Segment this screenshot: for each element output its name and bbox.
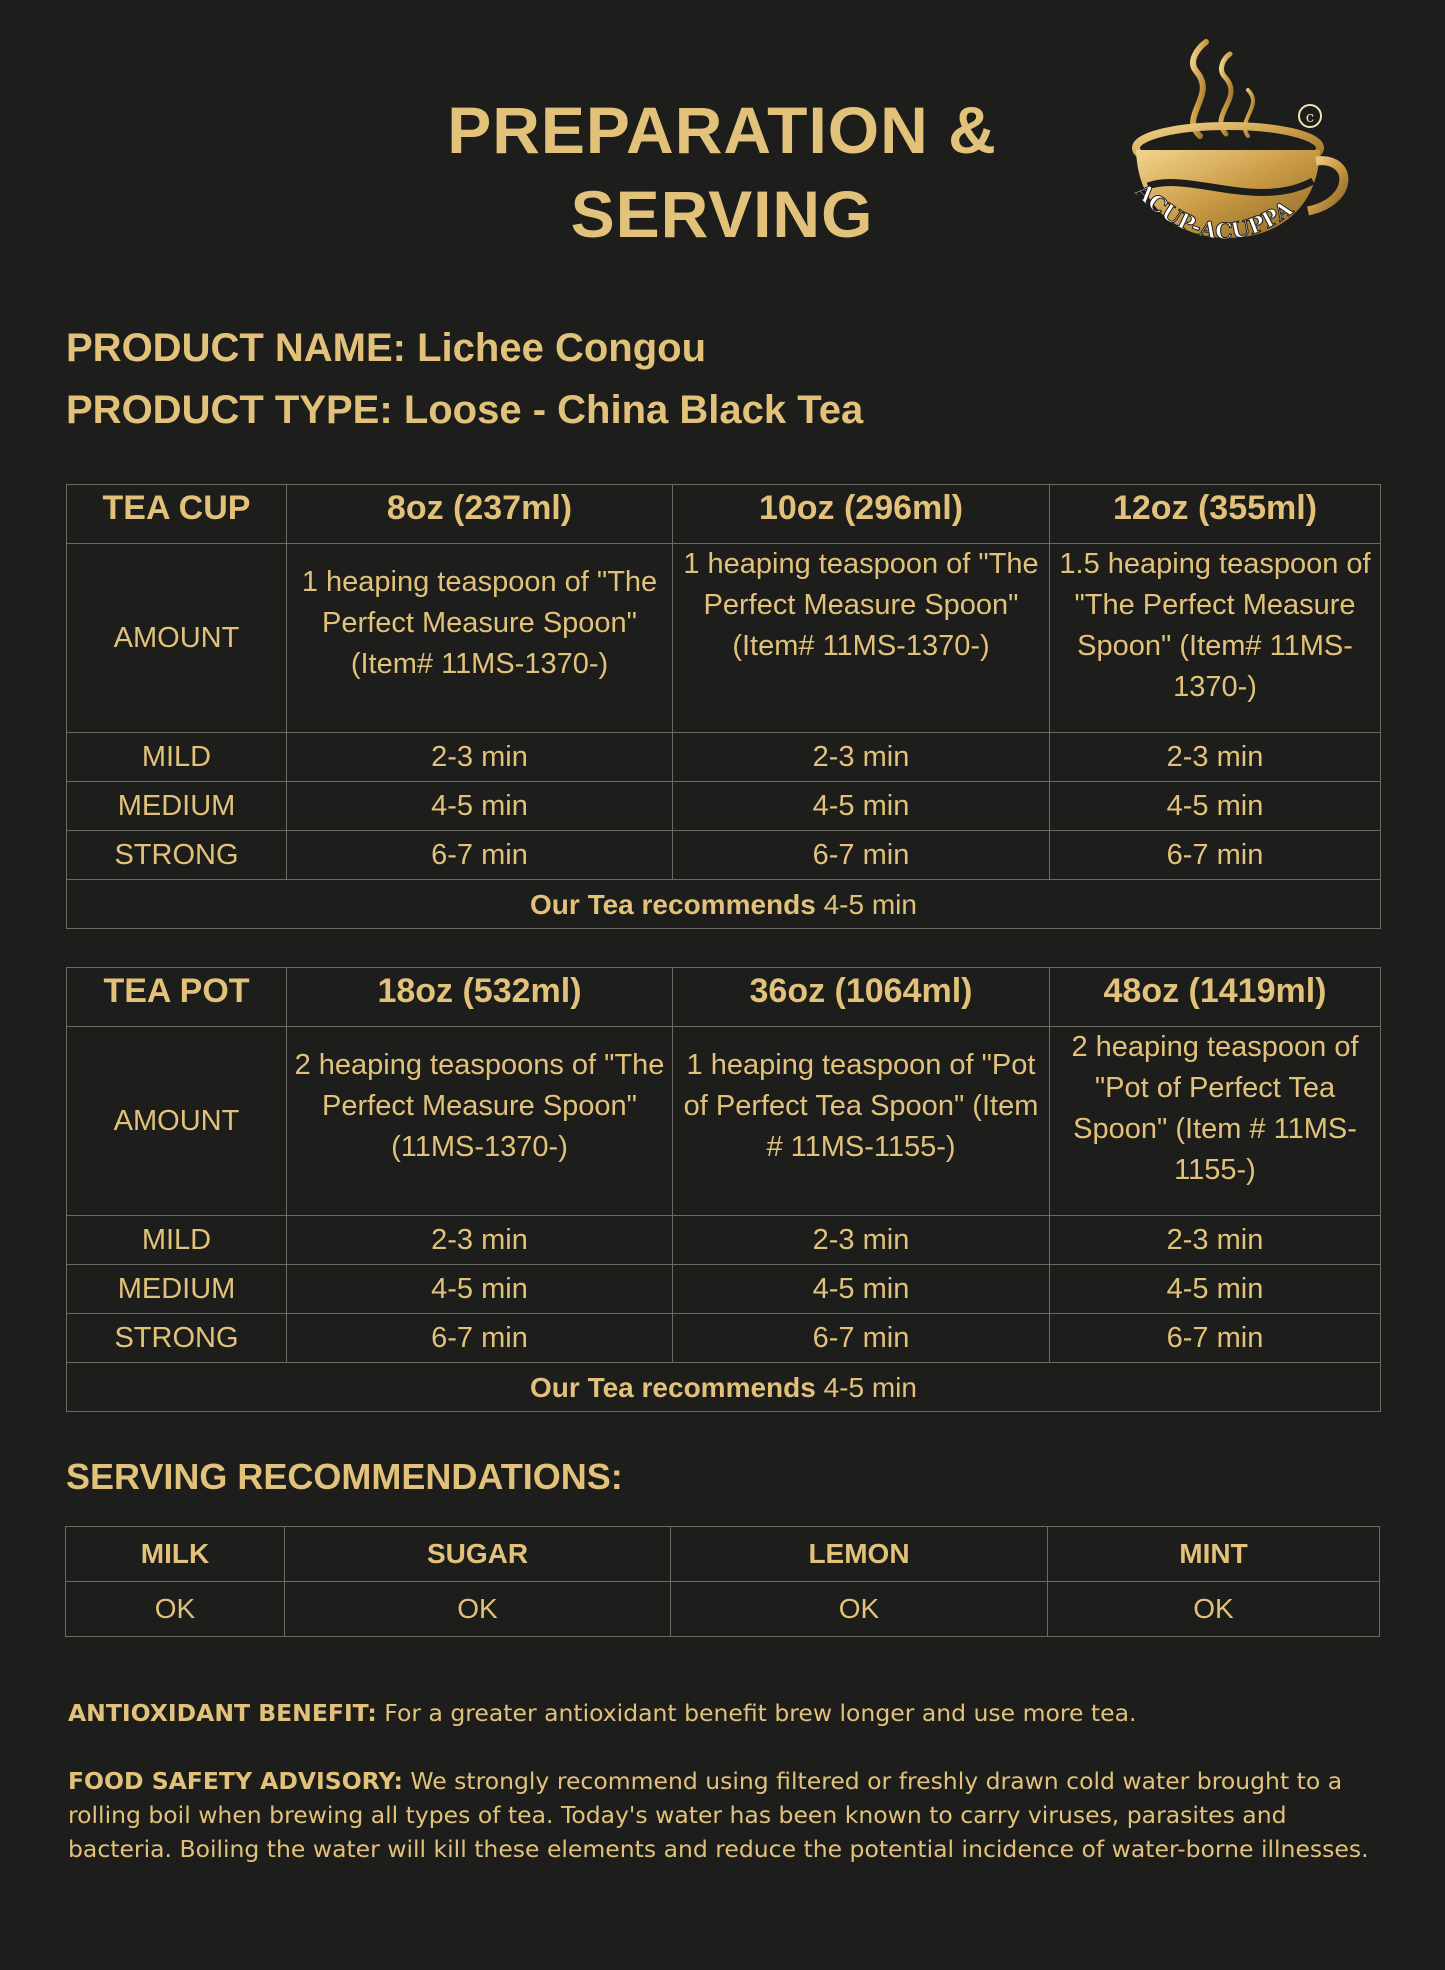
time-cell: 2-3 min — [287, 733, 673, 782]
product-name-label: PRODUCT NAME: — [66, 326, 406, 370]
title-line-1: PREPARATION & — [447, 93, 997, 167]
table-row — [67, 782, 1381, 831]
row-label: MEDIUM — [67, 782, 287, 831]
tea-pot-table — [66, 967, 1381, 1412]
serving-header-cell: LEMON — [671, 1527, 1048, 1582]
time-cell: 6-7 min — [287, 831, 673, 880]
serving-header-cell: MILK — [66, 1527, 285, 1582]
row-label: AMOUNT — [67, 1027, 287, 1216]
table-row — [67, 831, 1381, 880]
recommend-value: 4-5 min — [823, 1371, 917, 1403]
amount-row — [67, 1027, 1381, 1216]
tea-cup-table — [66, 484, 1381, 929]
time-cell: 4-5 min — [1050, 782, 1381, 831]
product-type-value: Loose - China Black Tea — [403, 388, 864, 432]
row-label: MEDIUM — [67, 1265, 287, 1314]
time-cell: 6-7 min — [1050, 831, 1381, 880]
header-cell: TEA CUP — [67, 485, 287, 544]
product-type-label: PRODUCT TYPE: — [66, 388, 393, 432]
header-cell: 8oz (237ml) — [287, 485, 673, 544]
recommendation-cell — [67, 1363, 1381, 1412]
recommend-value: 4-5 min — [823, 888, 917, 920]
recommend-label: Our Tea recommends — [530, 888, 816, 920]
time-cell: 2-3 min — [673, 733, 1050, 782]
amount-row — [67, 544, 1381, 733]
table-header-row — [67, 968, 1381, 1027]
recommend-label: Our Tea recommends — [530, 1371, 816, 1403]
time-cell: 2-3 min — [673, 1216, 1050, 1265]
header-cell: 10oz (296ml) — [673, 485, 1050, 544]
product-name — [66, 326, 706, 371]
amount-cell: 1 heaping teaspoon of "The Perfect Measure Spoon" (Item# 11MS-1370-) — [673, 544, 1050, 733]
row-label: AMOUNT — [67, 544, 287, 733]
time-cell: 2-3 min — [1050, 733, 1381, 782]
serving-table — [65, 1526, 1380, 1637]
time-cell: 6-7 min — [287, 1314, 673, 1363]
table-header-row — [67, 485, 1381, 544]
serving-value-row — [66, 1582, 1380, 1637]
table-row — [67, 733, 1381, 782]
product-type — [66, 388, 863, 433]
row-label: MILD — [67, 1216, 287, 1265]
svg-text:ACUP-ACUPPA: ACUP-ACUPPA — [1129, 178, 1298, 245]
amount-cell: 2 heaping teaspoon of "Pot of Perfect Tea Spoon" (Item # 11MS-1155-) — [1050, 1027, 1381, 1216]
table-row — [67, 1314, 1381, 1363]
time-cell: 6-7 min — [673, 1314, 1050, 1363]
serving-value-cell: OK — [285, 1582, 671, 1637]
serving-value-cell: OK — [671, 1582, 1048, 1637]
row-label: MILD — [67, 733, 287, 782]
amount-cell: 1 heaping teaspoon of "Pot of Perfect Tea Spoon" (Item # 11MS-1155-) — [673, 1027, 1050, 1216]
title-line-2: SERVING — [570, 177, 874, 251]
time-cell: 4-5 min — [287, 782, 673, 831]
serving-title: SERVING RECOMMENDATIONS: — [66, 1456, 623, 1497]
serving-header-cell: MINT — [1048, 1527, 1380, 1582]
serving-header-cell: SUGAR — [285, 1527, 671, 1582]
svg-text:c: c — [1305, 108, 1315, 126]
amount-cell: 2 heaping teaspoons of "The Perfect Measure Spoon" (11MS-1370-) — [287, 1027, 673, 1216]
header-cell: TEA POT — [67, 968, 287, 1027]
amount-cell: 1 heaping teaspoon of "The Perfect Measure Spoon" (Item# 11MS-1370-) — [287, 544, 673, 733]
recommendation-cell — [67, 880, 1381, 929]
serving-value-cell: OK — [66, 1582, 285, 1637]
recommend-row — [67, 1363, 1381, 1412]
row-label: STRONG — [67, 1314, 287, 1363]
time-cell: 6-7 min — [673, 831, 1050, 880]
serving-value-cell: OK — [1048, 1582, 1380, 1637]
antioxidant-label: ANTIOXIDANT BENEFIT: — [68, 1699, 377, 1727]
table-row — [67, 1216, 1381, 1265]
time-cell: 4-5 min — [673, 1265, 1050, 1314]
time-cell: 6-7 min — [1050, 1314, 1381, 1363]
brand-logo — [1108, 36, 1358, 266]
time-cell: 4-5 min — [287, 1265, 673, 1314]
header-cell: 12oz (355ml) — [1050, 485, 1381, 544]
amount-cell: 1.5 heaping teaspoon of "The Perfect Measure Spoon" (Item# 11MS-1370-) — [1050, 544, 1381, 733]
time-cell: 2-3 min — [1050, 1216, 1381, 1265]
food-safety-text: We strongly recommend using filtered or freshly drawn cold water brought to a rolling boil when brewing all types of tea. Today's water has been known to carry viruses, parasites and bacteria. Boiling the water will kill these elements and reduce the potential incidence of water-borne illnesses. — [68, 1767, 1369, 1863]
time-cell: 4-5 min — [673, 782, 1050, 831]
cup-logo-icon — [1108, 36, 1358, 266]
recommend-row — [67, 880, 1381, 929]
antioxidant-note — [68, 1696, 1388, 1730]
serving-header-row — [66, 1527, 1380, 1582]
header-cell: 18oz (532ml) — [287, 968, 673, 1027]
row-label: STRONG — [67, 831, 287, 880]
time-cell: 4-5 min — [1050, 1265, 1381, 1314]
table-row — [67, 1265, 1381, 1314]
page-title — [372, 88, 1072, 256]
time-cell: 2-3 min — [287, 1216, 673, 1265]
food-safety-note — [68, 1764, 1388, 1866]
header-cell: 36oz (1064ml) — [673, 968, 1050, 1027]
header-cell: 48oz (1419ml) — [1050, 968, 1381, 1027]
antioxidant-text: For a greater antioxidant benefit brew longer and use more tea. — [376, 1699, 1137, 1727]
food-safety-label: FOOD SAFETY ADVISORY: — [68, 1767, 403, 1795]
product-name-value: Lichee Congou — [417, 326, 706, 370]
